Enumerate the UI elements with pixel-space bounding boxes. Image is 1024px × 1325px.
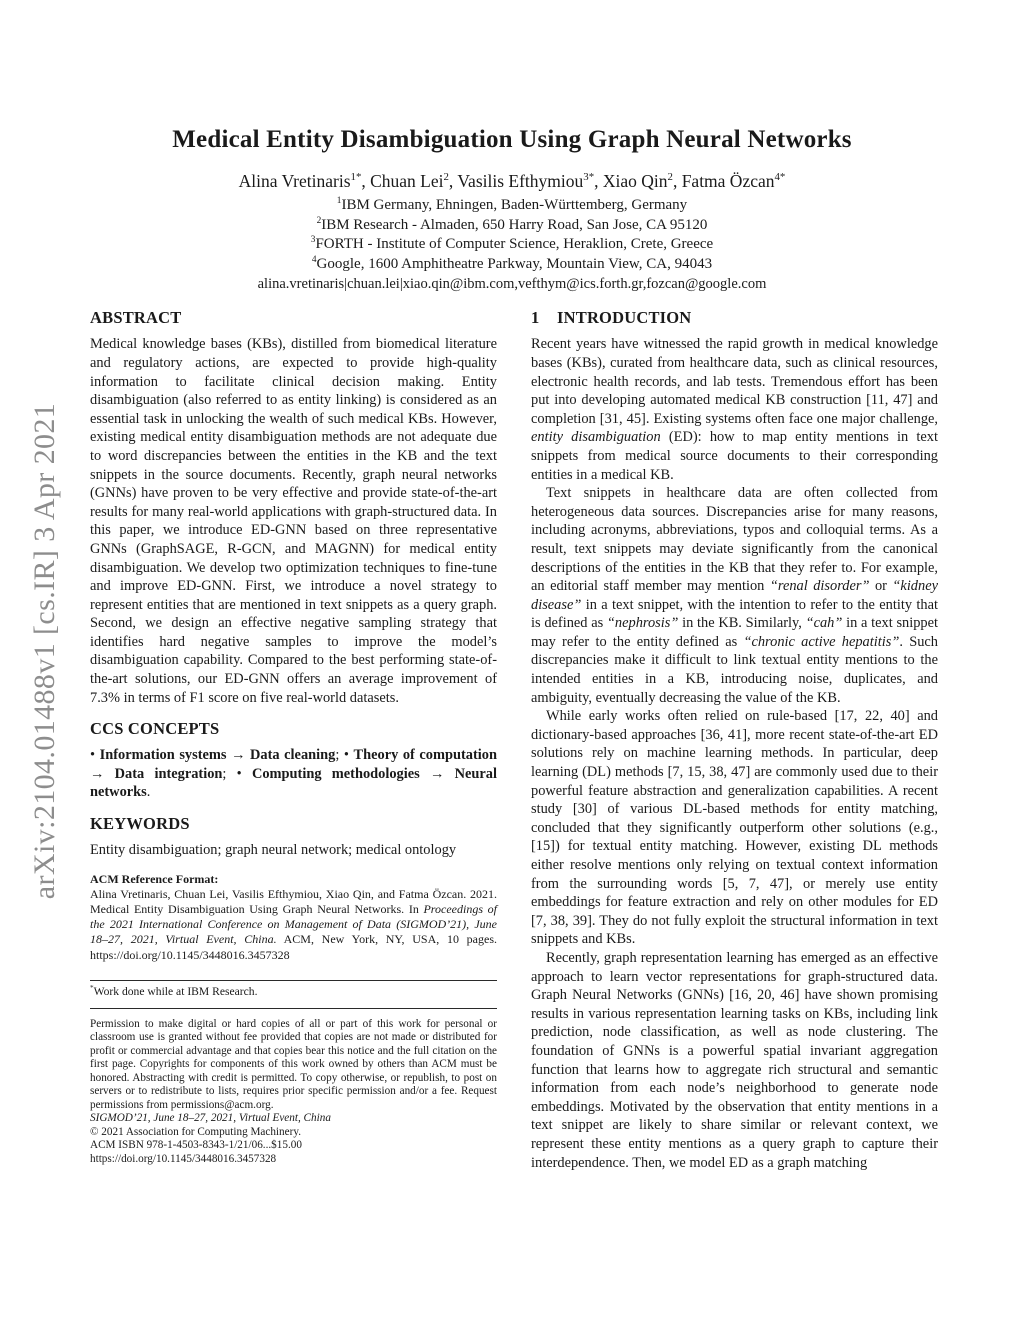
acm-reference-text: Alina Vretinaris, Chuan Lei, Vasilis Efthymiou, Xiao Qin, and Fatma Özcan. 2021. Medical Entity Disambiguation Using Graph Neural Networks. In Proceedings of the 2021 International Conference on Management of Data (SIGMOD’21), June 18–27, 2021, Virtual Event, China. ACM, New York, NY, USA, 10 pages. https://doi.org/10.1145/3448016.3457328 [90, 886, 498, 962]
paper-header [0, 0, 1024, 293]
ccs-heading: CCS CONCEPTS [90, 719, 220, 739]
intro-paragraph-2: Text snippets in healthcare data are often collected from heterogeneous data sources. Discrepancies arise for many reasons, including acronyms, abbreviations, typos and colloquial terms. As a result, text snippets may deviate significantly from the canonical descriptions of the entities in the KB that they refer to. For example, an editorial staff member may mention “renal disorder” or “kidney disease” in a text snippet, with the intention to refer to the entity that is defined as “nephrosis” in the KB. Similarly, “cah” in a text snippet may refer to the entity defined as “chronic active hepatitis”. Such discrepancies make it difficult to link textual entity mentions to the intended entities in a KB, introducing noise, duplicates, and ambiguity, eventually decreasing the value of the KB. [531, 485, 939, 706]
right-column [531, 308, 938, 1172]
keywords-heading: KEYWORDS [90, 814, 190, 834]
footnote-divider [90, 980, 497, 981]
author-footnote: *Work done while at IBM Research. [90, 983, 258, 998]
paper-title: Medical Entity Disambiguation Using Graph Neural Networks [172, 126, 852, 153]
author-line: Alina Vretinaris$^{1*}$, Chuan Lei$^2$, Vasilis Efthymiou$^{3*}$, Xiao Qin$^2$, Fatma Özcan$^{4*}$ [238, 171, 786, 191]
intro-paragraph-4: Recently, graph representation learning has emerged as an effective approach to learn vector representations for graph-structured data. Graph Neural Networks (GNNs) [16, 20, 46] have shown promising results in various representation learning tasks on KBs, including link prediction, node classification, as well as node clustering. The foundation of GNNs is a powerful spatial invariant aggregation function that learns how to aggregate rich structural and semantic information from each node’s neighborhood to generate node embeddings. Motivated by the observation that entity mentions in a text snippet are likely to share similar or relevant context, we represent these entity mentions as a query graph to capture their interdependence. Then, we model ED as a graph matching [531, 949, 938, 1171]
two-column-body [90, 308, 938, 1172]
arxiv-watermark: arXiv:2104.01488v1 [cs.IR] 3 Apr 2021 [28, 402, 61, 900]
email-line: alina.vretinaris|chuan.lei|xiao.qin@ibm.com,vefthym@ics.forth.gr,fozcan@google.com [257, 276, 767, 293]
keywords-text: Entity disambiguation; graph neural network; medical ontology [90, 842, 457, 859]
ccs-concepts-text: • Information systems → Data cleaning; • Theory of computation → Data integration; • Computing methodologies → Neural networks. [90, 747, 497, 801]
section-title: INTRODUCTION [557, 308, 692, 328]
affiliation-line-1: $^1$IBM Germany, Ehningen, Baden-Württemberg, Germany [336, 196, 688, 213]
acm-reference-heading: ACM Reference Format: [90, 871, 219, 886]
intro-paragraph-3: While early works often relied on rule-based [17, 22, 40] and dictionary-based approaches [36, 41], more recent state-of-the-art ED solutions rely on machine learning methods. In particular, deep learning (DL) methods [7, 15, 38, 47] are commonly used due to their powerful feature abstraction and generalization capabilities. A recent study [30] of various DL-based methods for entity matching, concluded that they significantly outperform other solutions (e.g., [15]) for textual entity matching. However, existing DL methods either resolve mentions only relying on textual context information from the surrounding words [5, 7, 47], or merely use entity embeddings for feature extraction and rely on other modules for ED [7, 38, 39]. They do not fully exploit the structural information in text snippets and KBs. [531, 708, 938, 948]
isbn-line: ACM ISBN 978-1-4503-8343-1/21/06...$15.00 [90, 1139, 302, 1152]
left-column [90, 308, 497, 1172]
intro-paragraph-1: Recent years have witnessed the rapid growth in medical knowledge bases (KBs), curated from healthcare data, such as clinical resources, electronic health records, and lab tests. Tremendous effort has been put into developing automated medical KB construction [11, 47] and completion [31, 45]. Existing systems often face one major challenge, entity disambiguation (ED): how to map entity mentions in text snippets from medical source documents to their corresponding entities in a medical KB. [531, 336, 938, 483]
permission-text: Permission to make digital or hard copies of all or part of this work for personal or classroom use is granted without fee provided that copies are not made or distributed for profit or commercial advantage and that copies bear this notice and the full citation on the first page. Copyrights for components of this work owned by others than ACM must be honored. Abstracting with credit is permitted. To copy otherwise, or republish, to post on servers or to redistribute to lists, requires prior specific permission and/or a fee. Request permissions from permissions@acm.org. [90, 1017, 497, 1111]
introduction-heading [531, 308, 938, 328]
abstract-heading: ABSTRACT [90, 308, 182, 328]
venue-line: SIGMOD’21, June 18–27, 2021, Virtual Event, China [90, 1112, 331, 1125]
affiliation-line-3: $^3$FORTH - Institute of Computer Science, Heraklion, Crete, Greece [310, 235, 714, 253]
affiliation-line-4: $^4$Google, 1600 Amphitheatre Parkway, Mountain View, CA, 94043 [311, 254, 713, 272]
affiliation-line-2: $^2$IBM Research - Almaden, 650 Harry Road, San Jose, CA 95120 [316, 215, 708, 233]
acm-reference-block [90, 872, 497, 963]
permission-block [90, 1018, 497, 1167]
section-number: 1 [531, 308, 540, 328]
doi-link: https://doi.org/10.1145/3448016.3457328 [90, 1152, 277, 1165]
copyright-line: © 2021 Association for Computing Machinery. [90, 1125, 301, 1138]
permission-divider [90, 1008, 497, 1009]
abstract-text: Medical knowledge bases (KBs), distilled from biomedical literature and regulatory actions, are expected to provide high-quality information to facilitate clinical decision making. Entity disambiguation (also referred to as entity linking) is considered as an essential task in unlocking the wealth of such medical KBs. However, existing medical entity disambiguation methods are not adequate due to word discrepancies between the entities in the KB and the text snippets in the source documents. Recently, graph neural networks (GNNs) have proven to be very effective and provide state-of-the-art results for many real-world applications with graph-structured data. In this paper, we introduce ED-GNN based on three representative GNNs (GraphSAGE, R-GCN, and MAGNN) for medical entity disambiguation. We develop two optimization techniques to fine-tune and improve ED-GNN. First, we introduce a novel strategy to represent entities that are mentioned in text snippets as a query graph. Second, we design an effective negative sampling strategy that identifies hard negative samples to improve the model’s disambiguation capability. Compared to the best performing state-of-the-art solutions, our ED-GNN offers an average improvement of 7.3% in terms of F1 score on five real-world datasets. [90, 336, 497, 706]
